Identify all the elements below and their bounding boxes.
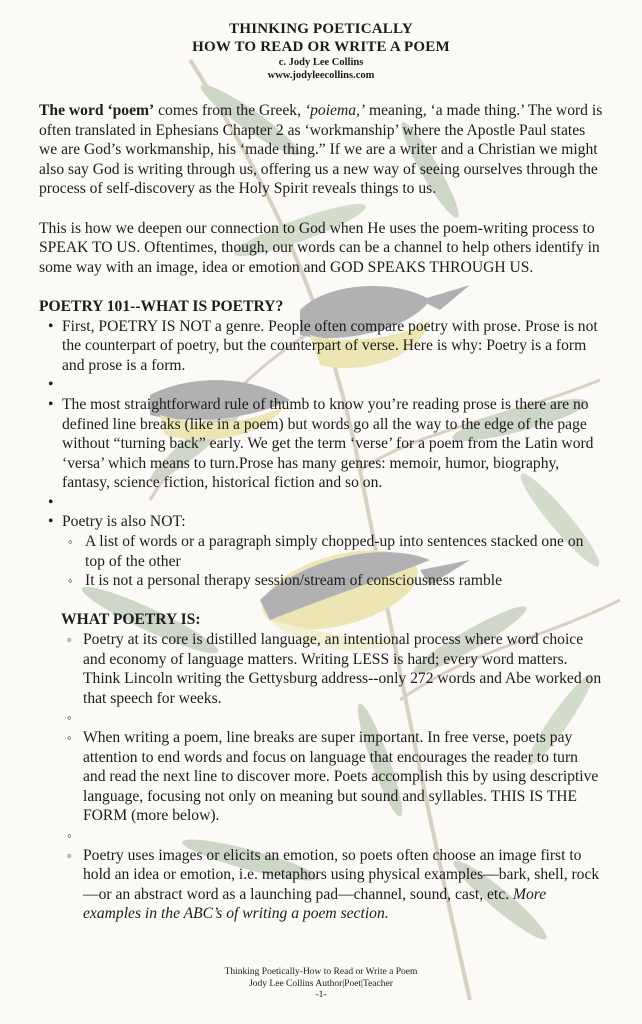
footer-author-roles: Jody Lee Collins Author|Poet|Teacher [249,978,393,989]
list-item-images-emotion [61,846,604,924]
sublist-item-therapy-session: ◦ It is not a personal therapy session/stream of consciousness ramble [62,571,604,591]
footer-document-title: Thinking Poetically-How to Read or Write a Poem [224,967,418,977]
page-number: -1- [315,990,327,1000]
poetry-101-list [39,317,604,591]
poetry-is-not-label: Poetry is also NOT: [62,513,186,531]
poetry-is-not-sublist [62,532,604,591]
what-poetry-is-heading: WHAT POETRY IS: [61,611,201,629]
list-item-distilled-language: ◦ Poetry at its core is distilled language, an intentional process where word choice and economy of language matters. Writing LESS is hard; every word matters. Think Lincoln writing the Gettysburg address--only 272 words and Abe worked on that speech for weeks. [61,630,604,708]
list-item-prose-rule: • The most straightforward rule of thumb to know you’re reading prose is there are no defined line breaks (like in a poem) but words go all the way to the edge of the page without “turning back” early. We get the term ‘verse’ for a poem from the Latin word ‘versa’ which means to turn.Prose has many genres: memoir, humor, biography, fantasy, science fiction, historical fiction and so on. [39,395,604,493]
connection-paragraph: This is how we deepen our connection to God when He uses the poem-writing process to SPEAK TO US. Oftentimes, though, our words can be a channel to help others identify in some way with an image, idea or emotion and GOD SPEAKS THROUGH US. [39,219,600,276]
intro-paragraph [39,101,604,199]
document-header [0,20,642,82]
document-title-line-2: HOW TO READ OR WRITE A POEM [192,39,450,55]
list-item-poetry-not-genre: • First, POETRY IS NOT a genre. People often compare poetry with prose. Prose is not the counterpart of poetry, but the counterpart of verse. Here is why: Poetry is a form and prose is a form. [39,317,604,376]
document-title-line-1: THINKING POETICALLY [229,21,413,37]
images-emotion-text: Poetry uses images or elicits an emotion, so poets often choose an image first to hold an idea or emotion, i.e. metaphors using physical examples—bark, shell, rock—or an abstract word as a launching pad—channel, sound, cast, etc. [83,846,600,903]
author-byline: c. Jody Lee Collins [278,57,364,68]
intro-text-a: comes from the Greek, [154,102,305,119]
sublist-item-chopped-paragraph: ◦ A list of words or a paragraph simply chopped-up into sentences stacked one on top of the other [62,532,604,571]
list-item-line-breaks: ◦ When writing a poem, line breaks are super important. In free verse, poets pay attention to end words and focus on language that encourages the reader to turn and read the next line to discover more. Poets accomplish this by using descriptive language, focusing not only on meaning but sound and syllables. THIS IS THE FORM (more below). [61,728,604,826]
page-footer [0,967,642,1002]
document-body [39,101,604,924]
what-poetry-is-section [61,610,604,924]
what-poetry-is-list [61,630,604,924]
intro-lead: The word ‘poem’ [39,102,155,119]
intro-greek-word: ‘poiema,’ [304,102,366,119]
poetry-101-heading: POETRY 101--WHAT IS POETRY? [39,297,284,315]
list-item-poetry-is-not [39,512,604,590]
intro-text-b: meaning, ‘a made thing.’ The word is often translated in Ephesians Chapter 2 as ‘workmanship’ where the Apostle Paul states we are God’s workmanship, his ‘made thing.” If we are a writer and a Christian we might also say God is writing through us, offering us a new way of seeing ourselves through the process of self-discovery as the Holy Spirit reveals things to us. [39,102,603,198]
abc-section-reference: More examples in the ABC’s of writing a poem section. [83,885,547,923]
author-website: www.jodyleecollins.com [267,70,375,81]
